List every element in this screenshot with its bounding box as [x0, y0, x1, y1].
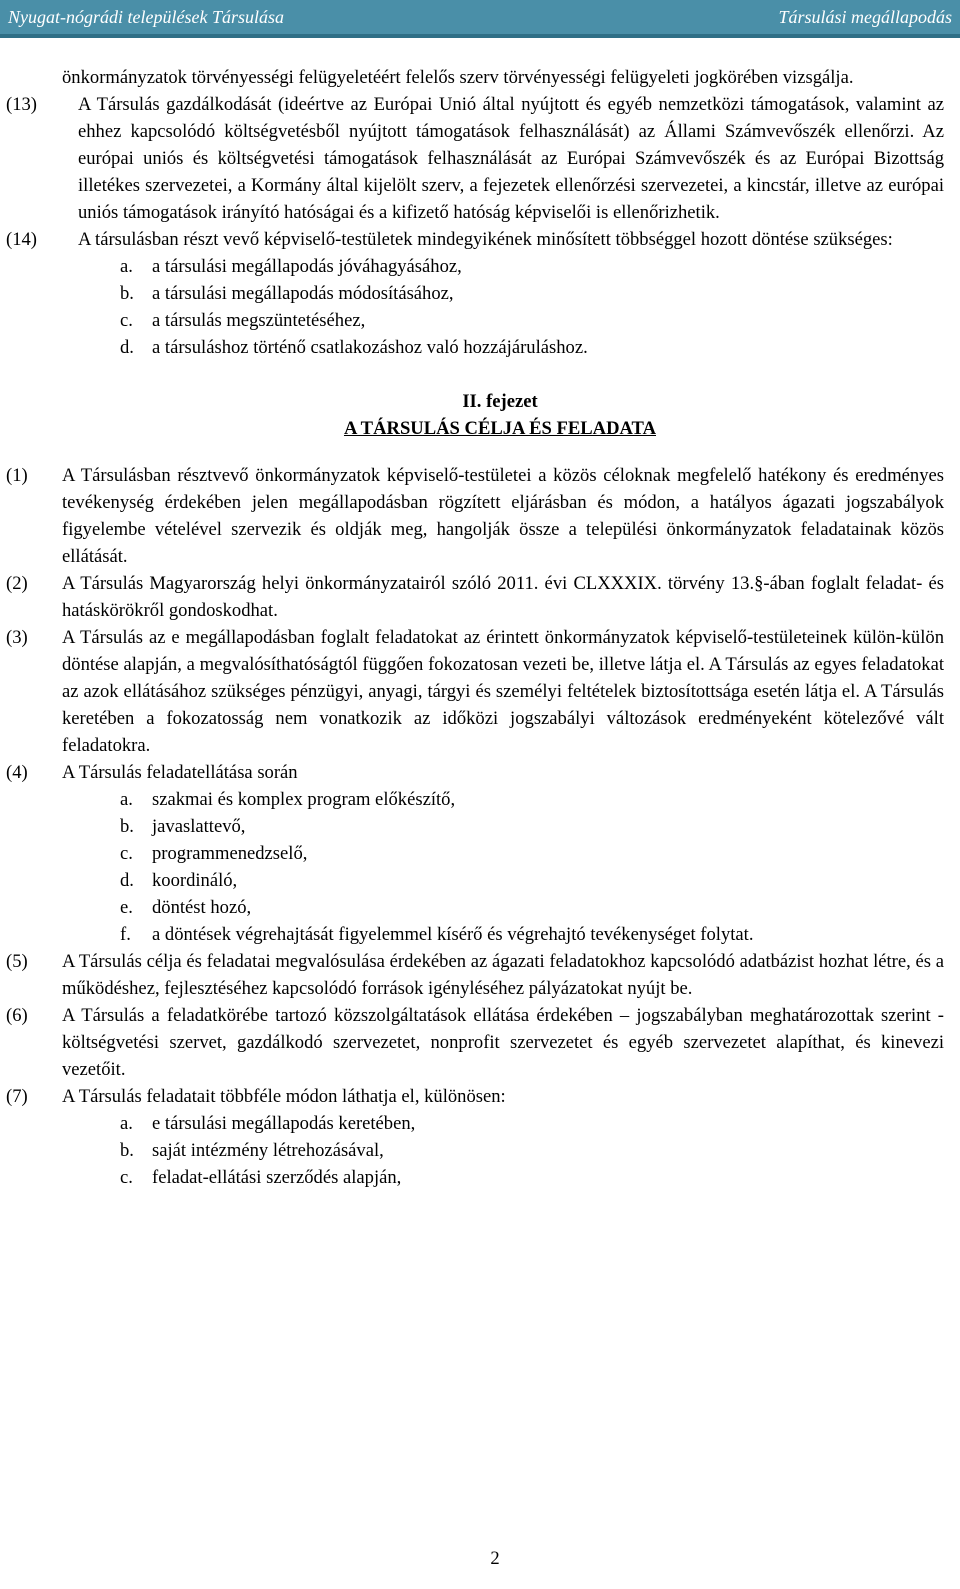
list-letter: d.	[120, 870, 134, 891]
paragraph-number: (1)	[6, 465, 28, 486]
paragraph-1	[0, 462, 960, 570]
list-letter: b.	[120, 283, 134, 304]
list-item	[0, 894, 960, 921]
list-item	[0, 280, 960, 307]
list-letter: f.	[120, 924, 131, 945]
list-text: saját intézmény létrehozásával,	[152, 1140, 384, 1161]
intro-paragraph	[0, 64, 960, 91]
list-item	[0, 1137, 960, 1164]
list-text: a társulás megszüntetéséhez,	[152, 310, 366, 331]
page-number: 2	[490, 1548, 500, 1569]
list-text: javaslattevő,	[152, 816, 246, 837]
list-letter: b.	[120, 1140, 134, 1161]
list-text: szakmai és komplex program előkészítő,	[152, 789, 456, 810]
paragraph-5	[0, 948, 960, 1002]
list-item	[0, 1110, 960, 1137]
paragraph-number: (2)	[6, 573, 28, 594]
paragraph-number: (3)	[6, 627, 28, 648]
list-text: a társuláshoz történő csatlakozáshoz való hozzájáruláshoz.	[152, 337, 588, 358]
list-text: a társulási megállapodás jóváhagyásához,	[152, 256, 462, 277]
list-letter: a.	[120, 256, 133, 277]
list-text: koordináló,	[152, 870, 238, 891]
paragraph-number: (7)	[6, 1086, 28, 1107]
paragraph-number: (5)	[6, 951, 28, 972]
paragraph-text: A társulásban részt vevő képviselő-testületek mindegyikének minősített többséggel hozott döntése szükséges:	[78, 229, 893, 250]
list-item	[0, 253, 960, 280]
paragraph-3	[0, 624, 960, 759]
list-letter: c.	[120, 1167, 133, 1188]
list-letter: a.	[120, 1113, 133, 1134]
paragraph-number: (4)	[6, 762, 28, 783]
list-item	[0, 786, 960, 813]
list-text: programmenedzselő,	[152, 843, 308, 864]
intro-text: önkormányzatok törvényességi felügyeletéért felelős szerv törvényességi felügyeleti jogkörében vizsgálja.	[62, 67, 854, 88]
list-item	[0, 334, 960, 361]
list-item	[0, 921, 960, 948]
paragraph-number: (6)	[6, 1005, 28, 1026]
chapter-number: II. fejezet	[462, 391, 538, 412]
chapter-title: A TÁRSULÁS CÉLJA ÉS FELADATA	[343, 418, 657, 439]
paragraph-13	[0, 91, 960, 226]
paragraph-text: A Társulás feladatait többféle módon láthatja el, különösen:	[62, 1086, 506, 1107]
header-right-title: Társulási megállapodás	[778, 6, 952, 27]
list-text: e társulási megállapodás keretében,	[152, 1113, 416, 1134]
paragraph-text: A Társulás a feladatkörébe tartozó közszolgáltatások ellátása érdekében – jogszabályban meghatározottak szerint - költségvetési szervet, gazdálkodó szervezetet, nonprofit szervezetet és egyéb szervezetet alapíthat, és kinevezi vezetőit.	[62, 1005, 944, 1080]
list-item	[0, 1164, 960, 1191]
list-item	[0, 813, 960, 840]
paragraph-7	[0, 1083, 960, 1110]
list-item	[0, 867, 960, 894]
list-text: döntést hozó,	[152, 897, 252, 918]
spacer	[0, 442, 960, 462]
paragraph-text: A Társulás célja és feladatai megvalósulása érdekében az ágazati feladatokhoz kapcsolódó adatbázist hozhat létre, és a működéshez, fejlesztéséhez kapcsolódó források igényléséhez pályázatokat nyújt be.	[62, 951, 944, 999]
paragraph-text: A Társulás feladatellátása során	[62, 762, 298, 783]
list-item	[0, 840, 960, 867]
list-letter: d.	[120, 337, 134, 358]
document-body	[0, 64, 960, 1191]
paragraph-14	[0, 226, 960, 253]
paragraph-number: (14)	[6, 229, 37, 250]
paragraph-number: (13)	[6, 94, 37, 115]
paragraph-2	[0, 570, 960, 624]
paragraph-text: A Társulás az e megállapodásban foglalt feladatokat az érintett önkormányzatok képviselő-testületeinek külön-külön döntése alapján, a megvalósíthatóságtól függően fokozatosan vezeti be, illetve látja el. A Társulás az egyes feladatokat az azok ellátásához szükséges pénzügyi, anyagi, tárgyi és személyi feltételek biztosítottsága esetén látja el. A Társulás keretében a fokozatosság nem vonatkozik az időközi jogszabályi változások eredményeként kötelezővé vált feladatokra.	[62, 627, 944, 756]
list-text: a társulási megállapodás módosításához,	[152, 283, 454, 304]
paragraph-4	[0, 759, 960, 786]
paragraph-6	[0, 1002, 960, 1083]
page-header	[0, 0, 960, 34]
list-letter: c.	[120, 310, 133, 331]
list-text: feladat-ellátási szerződés alapján,	[152, 1167, 402, 1188]
paragraph-text: A Társulás gazdálkodását (ideértve az Európai Unió által nyújtott és egyéb nemzetközi támogatások, valamint az ehhez kapcsolódó költségvetésből nyújtott támogatások felhasználását) az Állami Számvevőszék ellenőrzi. Az európai uniós és költségvetési támogatások felhasználását az Európai Számvevőszék és az Európai Bizottság illetékes szervezetei, a Kormány által kijelölt szerv, a fejezetek ellenőrzési szervezetei, a kincstár, illetve az európai uniós támogatások irányító hatóságai és a kifizető hatóság képviselői is ellenőrizhetik.	[78, 94, 944, 223]
list-letter: e.	[120, 897, 133, 918]
paragraph-text: A Társulásban résztvevő önkormányzatok képviselő-testületei a közös céloknak megfelelő hatékony és eredményes tevékenység érdekében jelen megállapodásban rögzített eljárásban és módon, a hatályos ágazati jogszabályok figyelembe vételével szervezik és oldják meg, hangolják össze a települési önkormányzatok feladatainak közös ellátását.	[62, 465, 944, 567]
paragraph-text: A Társulás Magyarország helyi önkormányzatairól szóló 2011. évi CLXXXIX. törvény 13.§-ában foglalt feladat- és hatáskörökről gondoskodhat.	[62, 573, 944, 621]
header-left-title: Nyugat-nógrádi települések Társulása	[8, 6, 284, 27]
header-rule	[0, 34, 960, 38]
list-letter: a.	[120, 789, 133, 810]
list-text: a döntések végrehajtását figyelemmel kísérő és végrehajtó tevékenységet folytat.	[152, 924, 754, 945]
list-letter: c.	[120, 843, 133, 864]
list-item	[0, 307, 960, 334]
list-letter: b.	[120, 816, 134, 837]
